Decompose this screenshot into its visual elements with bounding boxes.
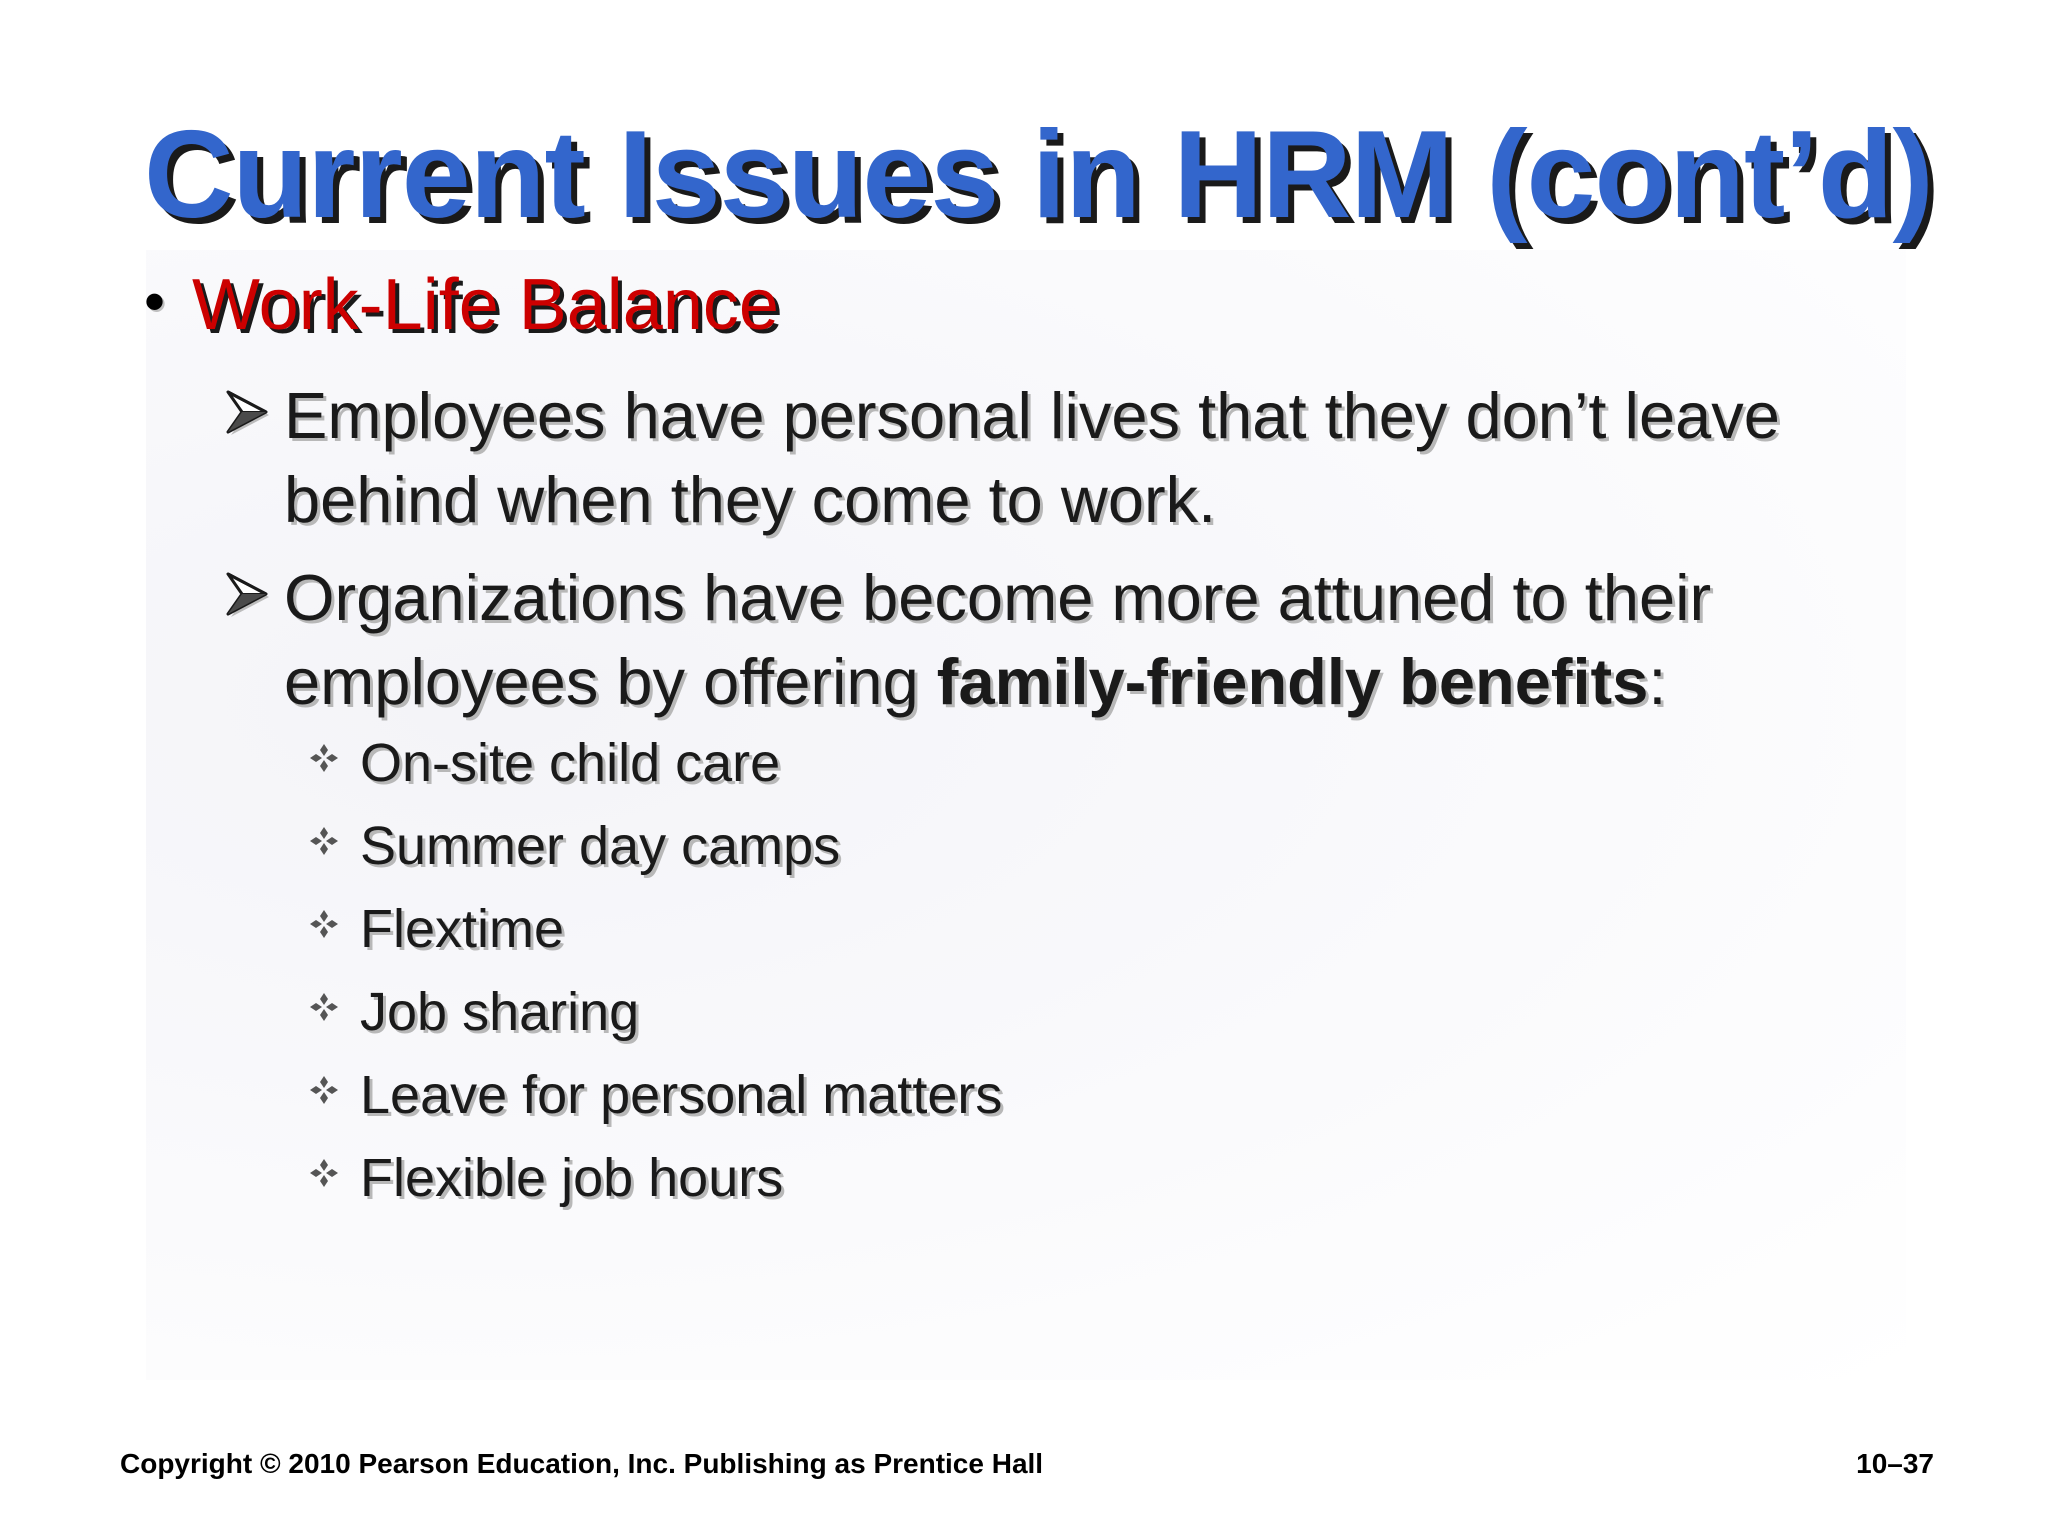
page-number: 10–37 xyxy=(1856,1448,1934,1479)
work-life-balance-heading: Work-Life Balance xyxy=(192,265,779,345)
diamond-bullet-icon xyxy=(308,811,360,862)
point-employees-text: Employees have personal lives that they don’t leave behind when they come to work. xyxy=(284,379,1780,536)
diamond-bullet-icon xyxy=(308,1060,360,1111)
benefit-label: On-site child care xyxy=(360,733,781,793)
benefit-label: Leave for personal matters xyxy=(360,1065,1003,1125)
diamond-bullet-icon xyxy=(308,728,360,779)
benefit-label: Job sharing xyxy=(360,982,640,1042)
point-organizations-lead: Organizations have become more attuned to their employees by offering xyxy=(284,561,1712,718)
slide-title: Current Issues in HRM (cont’d) xyxy=(144,106,1933,244)
list-item xyxy=(308,894,1002,977)
list-item xyxy=(308,728,1002,811)
arrow-bullet-icon xyxy=(224,374,284,441)
diamond-bullet-icon xyxy=(308,894,360,945)
family-friendly-benefits-term: family-friendly benefits xyxy=(936,645,1649,718)
round-bullet-icon: • xyxy=(144,268,166,335)
copyright-notice: Copyright © 2010 Pearson Education, Inc. Publishing as Prentice Hall xyxy=(120,1448,1044,1479)
list-item xyxy=(308,1060,1002,1143)
point-employees xyxy=(224,374,1884,542)
point-organizations-colon: : xyxy=(1648,645,1667,718)
benefit-label: Flextime xyxy=(360,899,565,959)
list-item xyxy=(308,811,1002,894)
point-organizations-text xyxy=(284,556,1884,724)
benefit-label: Summer day camps xyxy=(360,816,841,876)
level1-bullet xyxy=(144,262,779,348)
diamond-bullet-icon xyxy=(308,977,360,1028)
list-item xyxy=(308,977,1002,1060)
arrow-bullet-icon xyxy=(224,556,284,623)
point-organizations xyxy=(224,556,1884,724)
benefit-label: Flexible job hours xyxy=(360,1148,784,1208)
diamond-bullet-icon xyxy=(308,1143,360,1194)
list-item xyxy=(308,1143,1002,1226)
benefits-list xyxy=(308,728,1002,1226)
